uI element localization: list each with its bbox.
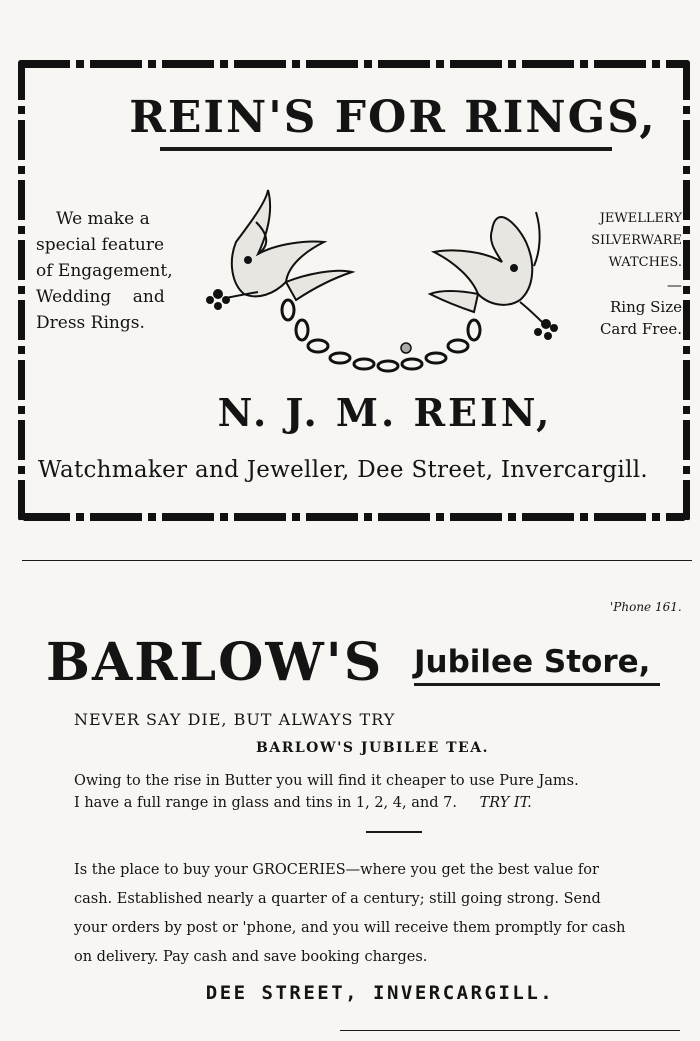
paragraph-line: your orders by post or 'phone, and you will receive them promptly for cash: [74, 920, 626, 936]
try-it: TRY IT.: [479, 795, 532, 811]
short-divider: [366, 831, 422, 833]
rein-business-name: N. J. M. REIN,: [217, 390, 553, 435]
slogan: NEVER SAY DIE, BUT ALWAYS TRY: [74, 710, 396, 729]
paragraph-line: Is the place to buy your GROCERIES—where you get the best value for: [74, 862, 599, 878]
barlow-headline: BARLOW'S: [46, 632, 384, 693]
right-line: WATCHES.: [608, 255, 682, 270]
groceries-paragraph: [74, 856, 625, 972]
jubilee-tea: BARLOW'S JUBILEE TEA.: [256, 740, 489, 756]
bottom-rule: [340, 1030, 680, 1031]
jams-line-1: Owing to the rise in Butter you will find it cheaper to use Pure Jams.: [74, 773, 579, 789]
left-line: We make a: [56, 209, 150, 229]
phone-number: 'Phone 161.: [610, 600, 682, 614]
left-line: of Engagement,: [36, 261, 173, 281]
jubilee-store-subhead: Jubilee Store,: [414, 644, 651, 680]
right-line: —: [667, 276, 682, 294]
ornamental-border-bottom: [18, 513, 690, 521]
two-swallows-with-chain-icon: [196, 182, 566, 382]
left-line: Wedding and: [36, 287, 165, 307]
rein-title: REIN'S FOR RINGS,: [129, 92, 657, 143]
right-line: SILVERWARE: [591, 233, 682, 248]
right-text-block: [560, 208, 682, 340]
title-underline: [160, 147, 612, 151]
jams-line-2-text: I have a full range in glass and tins in 1, 2, 4, and 7.: [74, 795, 457, 811]
jams-line-2: [74, 795, 532, 811]
left-line: special feature: [36, 235, 165, 255]
right-line: Ring Size: [610, 298, 682, 316]
left-line: Dress Rings.: [36, 313, 145, 333]
right-line: JEWELLERY: [599, 211, 682, 226]
paragraph-line: on delivery. Pay cash and save booking charges.: [74, 949, 428, 965]
ornamental-border-top: [18, 60, 690, 68]
paragraph-line: cash. Established nearly a quarter of a century; still going strong. Send: [74, 891, 601, 907]
rein-address: Watchmaker and Jeweller, Dee Street, Invercargill.: [38, 457, 649, 483]
barlow-address: DEE STREET, INVERCARGILL.: [205, 982, 555, 1004]
subhead-underline: [414, 683, 660, 686]
section-divider: [22, 560, 692, 561]
right-line: Card Free.: [599, 320, 682, 338]
left-text-block: [36, 206, 186, 336]
